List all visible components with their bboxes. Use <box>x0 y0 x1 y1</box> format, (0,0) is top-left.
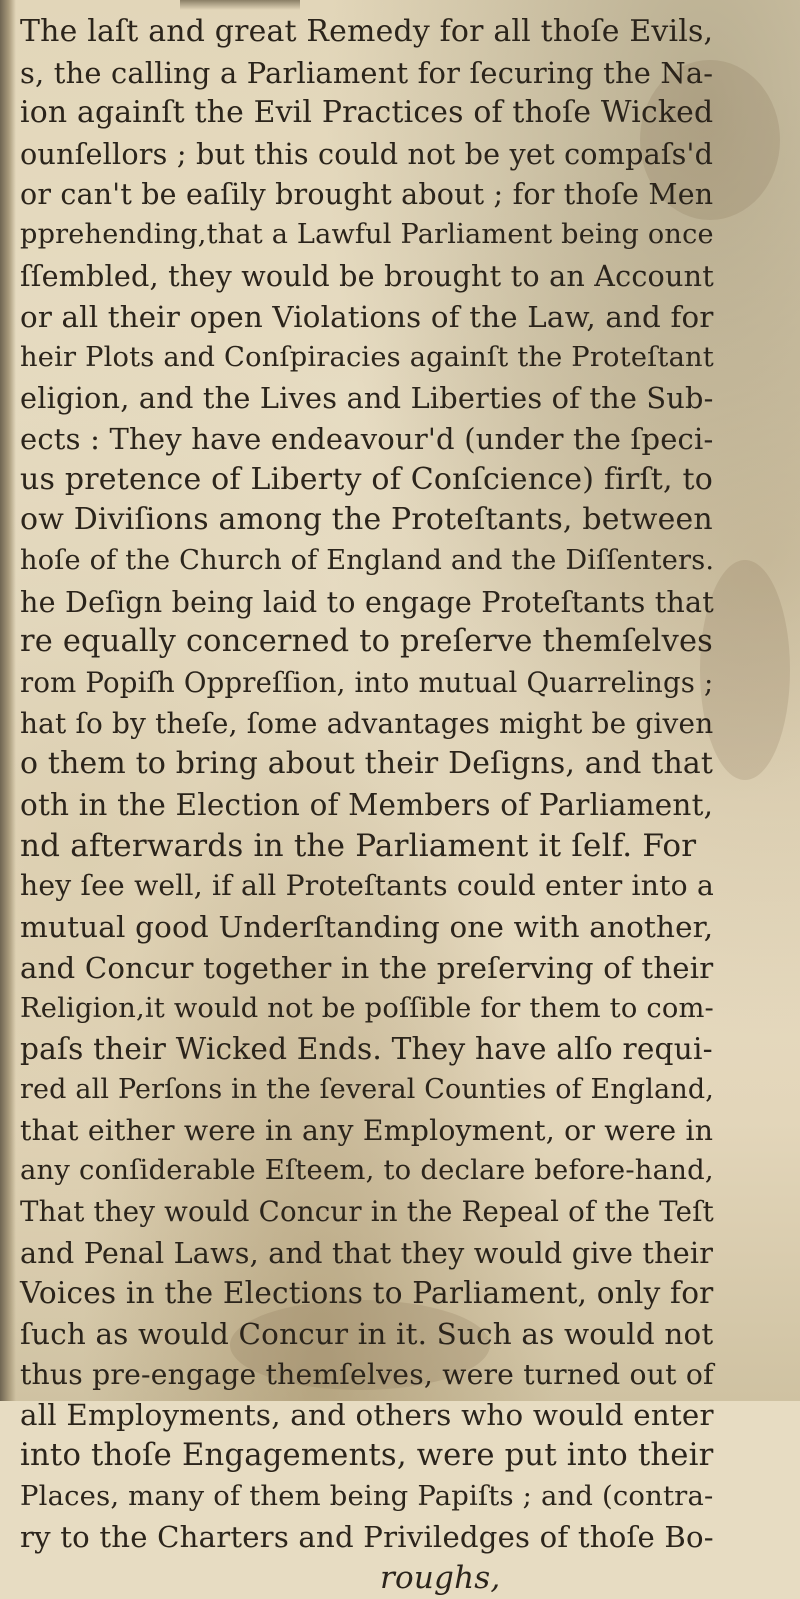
text-line: ounſellors ; but this could not be yet compaſs'd <box>20 137 714 172</box>
text-line: or can't be eaſily brought about ; for thoſe Men <box>20 177 714 211</box>
text-line: red all Perſons in the ſeveral Counties of England, <box>20 1073 715 1105</box>
text-line: Religion,it would not be poſſible for them to com- <box>20 992 714 1024</box>
text-line: ſuch as would Concur in it. Such as would not <box>20 1317 714 1351</box>
text-line: ow Diviſions among the Proteſtants, between <box>20 502 713 538</box>
text-line: eligion, and the Lives and Liberties of the Sub- <box>20 381 714 416</box>
text-line: and Concur together in the preſerving of their <box>20 950 714 985</box>
text-line: that either were in any Employment, or were in <box>20 1113 714 1147</box>
text-line: nd afterwards in the Parliament it ſelf. For <box>20 827 697 864</box>
text-line: all Employments, and others who would enter <box>20 1398 714 1433</box>
text-line: Voices in the Elections to Parliament, only for <box>20 1276 714 1311</box>
text-line: The laſt and great Remedy for all thoſe Evils, <box>20 14 714 49</box>
text-block <box>20 12 720 1599</box>
text-line: thus pre-engage themſelves, were turned out of <box>20 1357 714 1391</box>
text-line: pprehending,that a Lawful Parliament being once <box>20 219 714 251</box>
text-line: s, the calling a Parliament for ſecuring the Na- <box>20 55 714 90</box>
text-line: and Penal Laws, and that they would give their <box>20 1235 714 1270</box>
text-line: hoſe of the Church of England and the Diſſenters. <box>20 544 715 576</box>
catchword: roughs, <box>380 1560 501 1597</box>
text-line: mutual good Underſtanding one with another, <box>20 910 714 945</box>
torn-page-fragment <box>180 0 300 10</box>
text-line: he Deſign being laid to engage Proteſtants that <box>20 584 714 619</box>
text-line: re equally concerned to preſerve themſelves <box>20 624 713 660</box>
text-line: ion againſt the Evil Practices of thoſe Wicked <box>20 95 714 131</box>
text-line: hat ſo by theſe, ſome advantages might be given <box>20 706 714 740</box>
text-line: oth in the Election of Members of Parliament, <box>20 788 714 823</box>
text-line: ry to the Charters and Priviledges of thoſe Bo- <box>20 1520 714 1555</box>
text-line: ſſembled, they would be brought to an Account <box>20 259 714 294</box>
text-line: hey ſee well, if all Proteſtants could enter into a <box>20 869 714 903</box>
text-line: us pretence of Liberty of Conſcience) firſt, to <box>20 461 714 497</box>
text-line: rom Popiſh Oppreſſion, into mutual Quarrelings ; <box>20 667 714 699</box>
text-line: any conſiderable Eſteem, to declare before-hand, <box>20 1155 714 1187</box>
text-line: or all their open Violations of the Law, and for <box>20 299 714 334</box>
book-gutter <box>0 0 16 1401</box>
text-line: heir Plots and Conſpiracies againſt the Proteſtant <box>20 341 714 373</box>
text-line: o them to bring about their Deſigns, and that <box>20 746 714 782</box>
text-line: ects : They have endeavour'd (under the ſpeci- <box>20 421 714 456</box>
text-line: Places, many of them being Papiſts ; and (contra- <box>20 1480 714 1512</box>
text-line: That they would Concur in the Repeal of the Teſt <box>20 1194 714 1228</box>
text-line: paſs their Wicked Ends. They have alſo requi- <box>20 1032 713 1067</box>
text-line: into thoſe Engagements, were put into their <box>20 1438 714 1474</box>
